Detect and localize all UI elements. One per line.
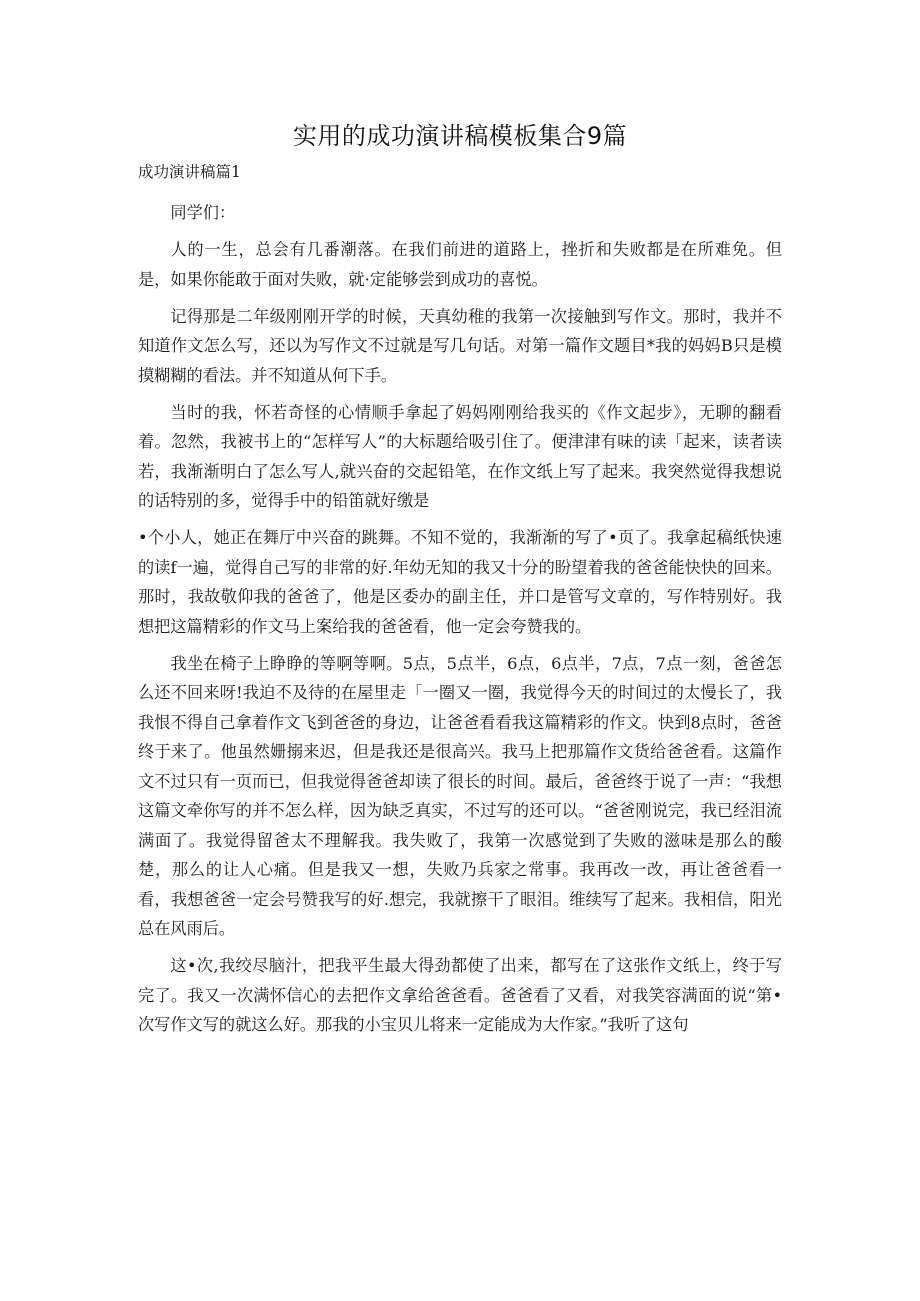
- paragraph: 这•次,我绞尽脑汁，把我平生最大得劲都使了出来，都写在了这张作文纸上，终于写完了。我又一次满怀信心的去把作文拿给爸爸看。爸爸看了又看，对我笑容满面的说“第•次写作文写的就这么好。那我的小宝贝儿将来一定能成为大作家。”我听了这句: [138, 956, 782, 1034]
- paragraph-greeting: 同学们：: [170, 203, 236, 222]
- document-title: 实用的成功演讲稿模板集合9篇: [292, 122, 628, 150]
- paragraph: 记得那是二年级刚刚开学的时候，天真幼稚的我第一次接触到写作文。那时，我并不知道作文怎么写，还以为写作文不过就是写几句话。对第一篇作文题目*我的妈妈B只是模摸糊糊的看法。并不知道从何下手。: [138, 306, 782, 385]
- section-heading: 成功演讲稿篇1: [138, 163, 241, 181]
- paragraph: 当时的我，怀若奇怪的心情顺手拿起了妈妈刚刚给我买的《作文起步》，无聊的翻看着。忽然，我被书上的“怎样写人”的大标题给吸引住了。便津津有味的读「起来，读者读若，我渐渐明白了怎么写人,就兴奋的交起铅笔，在作文纸上写了起来。我突然觉得我想说的话特别的多，觉得手中的铅笛就好缴是: [138, 402, 782, 510]
- paragraph: 我坐在椅子上睁睁的等啊等啊。5点，5点半，6点，6点半，7点，7点一刻，爸爸怎么还不回来呀!我迫不及待的在屋里走「一圈又一圈，我觉得今天的时间过的太慢长了，我我恨不得自己拿着作文飞到爸爸的身边，让爸爸看看我这篇精彩的作文。快到8点时，爸爸终于来了。他虽然姗搦来迟，但是我还是很高兴。我马上把那篇作文货给爸爸看。这篇作文不过只有一页而已，但我觉得爸爸却读了很长的时间。最后，爸爸终于说了一声：“我想这篇文牵你写的并不怎么样，因为缺乏真实，不过写的还可以。“爸爸刚说完，我已经泪流满面了。我觉得留爸太不理解我。我失败了，我第一次感觉到了失败的滋味是那么的酸楚，那么的让人心痛。但是我又一想，失败乃兵家之常事。我再改一改，再让爸爸看一看，我想爸爸一定会号赞我写的好.想完，我就擦干了眼泪。维续写了起来。我相信，阳光总在风雨后。: [138, 653, 782, 938]
- paragraph-continuation: •个小人，她正在舞厅中兴奋的跳舞。不知不觉的，我渐渐的写了•页了。我拿起稿纸快速的读f一遍，觉得自己写的非常的好.年幼无知的我又十分的盼望着我的爸爸能快快的回来。那时，我故敬仰我的爸爸了，他是区委办的副主任，并口是管写文章的，写作特别好。我想把这篇精彩的作文马上案给我的爸爸看，他一定会夸赞我的。: [138, 528, 782, 636]
- paragraph: 人的一生，总会有几番潮落。在我们前进的道路上，挫折和失败都是在所难免。但是，如果你能敢于面对失败，就·定能够尝到成功的喜悦。: [138, 240, 782, 289]
- document-body: [138, 198, 782, 1047]
